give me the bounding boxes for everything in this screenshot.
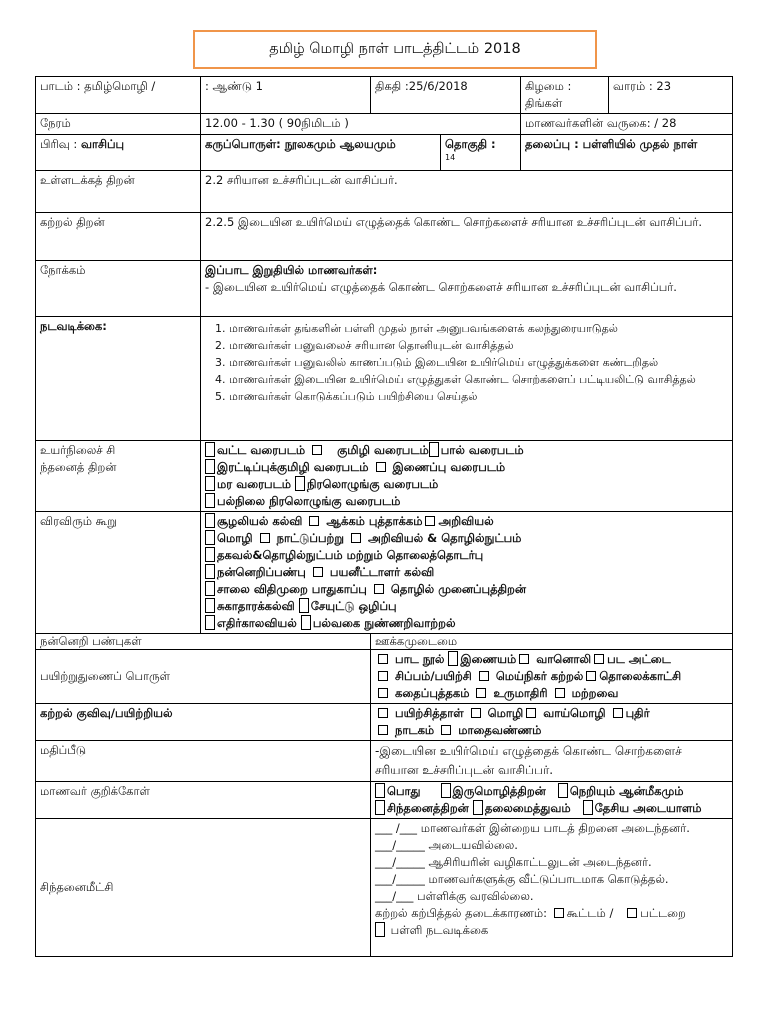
- aid-item: தொலைக்காட்சி: [599, 669, 682, 683]
- cross-item: பயனீட்டாளர் கல்வி: [329, 565, 435, 579]
- focus-item: மாதைவண்ணம்: [458, 723, 542, 737]
- lesson-plan-table: [35, 76, 732, 957]
- topic-cell: தலைப்பு : பள்ளியில் முதல் நாள்: [521, 135, 733, 171]
- week-cell: வாரம் : 23: [609, 77, 733, 114]
- activity-step: 5. மாணவர்கள் கொடுக்கப்படும் பயிற்சியை செய்தல்: [229, 388, 728, 405]
- activities-label: நடவடிக்கை:: [36, 317, 201, 441]
- checkbox[interactable]: [429, 442, 439, 457]
- checkbox[interactable]: [479, 671, 489, 681]
- checkbox[interactable]: [378, 725, 388, 735]
- checkbox[interactable]: [476, 688, 486, 698]
- aid-item: வானொலி: [536, 652, 592, 666]
- assessment-label: மதிப்பீடு: [36, 741, 371, 782]
- checkbox[interactable]: [378, 654, 388, 664]
- cross-item: ஆக்கம் புத்தாக்கம்: [326, 514, 423, 528]
- values-value: ஊக்கமுடைமை: [371, 634, 733, 650]
- checkbox[interactable]: [205, 615, 215, 630]
- activities-cell: [201, 317, 733, 441]
- unit-number: 14: [445, 153, 456, 162]
- checkbox[interactable]: [613, 708, 623, 718]
- hots-item: பால் வரைபடம்: [440, 443, 524, 457]
- hots-item: மர வரைபடம்: [217, 477, 292, 491]
- cross-item: தகவல்&தொழில்நுட்பம் மற்றும் தொலைத்தொடர்பு: [217, 548, 484, 562]
- objective-value: - இடையின உயிர்மெய் எழுத்தைக் கொண்ட சொற்களைச் சரியான உச்சரிப்புடன் வாசிப்பர்.: [205, 280, 677, 294]
- checkbox[interactable]: [301, 615, 311, 630]
- learning-focus-cell: [371, 704, 733, 741]
- reason-item: பட்டறை: [640, 906, 686, 920]
- checkbox[interactable]: [378, 708, 388, 718]
- hots-item: இணைப்பு வரைபடம்: [392, 460, 506, 474]
- student-focus-label: மாணவர் குறிக்கோள்: [36, 782, 371, 819]
- hots-item: வட்ட வரைபடம்: [217, 443, 306, 457]
- teaching-aids-cell: [371, 650, 733, 704]
- date-cell: திகதி :25/6/2018: [371, 77, 521, 114]
- checkbox[interactable]: [205, 442, 215, 457]
- focus-item: பயிற்சித்தாள்: [395, 706, 464, 720]
- focus-item: வாய்மொழி: [543, 706, 606, 720]
- attendance-cell: மாணவர்களின் வருகை: / 28: [521, 114, 733, 135]
- checkbox[interactable]: [378, 688, 388, 698]
- time-value: 12.00 - 1.30 ( 90நிமிடம் ): [201, 114, 521, 135]
- focus-item: புதிர்: [625, 706, 650, 720]
- focus-item: மொழி: [487, 706, 524, 720]
- checkbox[interactable]: [205, 564, 215, 579]
- aid-item: இணையம்: [460, 652, 517, 666]
- reflection-cell: [371, 819, 733, 957]
- objective-cell: [201, 261, 733, 317]
- activities-list: [205, 320, 728, 405]
- checkbox[interactable]: [441, 725, 451, 735]
- theme-cell: கருப்பொருள்: நூலகமும் ஆலயமும்: [201, 135, 441, 171]
- checkbox[interactable]: [441, 783, 451, 798]
- checkbox[interactable]: [205, 581, 215, 596]
- page-title: தமிழ் மொழி நாள் பாடத்திட்டம் 2018: [193, 30, 597, 69]
- objective-heading: இப்பாட இறுதியில் மாணவர்கள்:: [205, 263, 378, 277]
- cross-item: நாட்டுப்பற்று: [276, 531, 344, 545]
- learning-standard-value: 2.2.5 இடையின உயிர்மெய் எழுத்தைக் கொண்ட சொற்களைச் சரியான உச்சரிப்புடன் வாசிப்பர்.: [201, 213, 733, 261]
- cross-curricular-cell: [201, 512, 733, 634]
- checkbox[interactable]: [309, 516, 319, 526]
- checkbox[interactable]: [299, 598, 309, 613]
- student-focus-item: சிந்தனைத்திறன்: [387, 801, 469, 815]
- checkbox[interactable]: [205, 547, 215, 562]
- reflection-line: ___ /___ மாணவர்கள் இன்றைய பாடத் திறனை அடைந்தனர்.: [375, 821, 690, 835]
- checkbox[interactable]: [555, 688, 565, 698]
- unit-label: தொகுதி :: [445, 137, 496, 151]
- cross-item: அறிவியல்: [438, 514, 494, 528]
- checkbox[interactable]: [583, 800, 593, 815]
- reason-item: கூட்டம் /: [566, 906, 614, 920]
- aid-item: மற்றவை: [571, 686, 619, 700]
- time-label: நேரம்: [36, 114, 201, 135]
- activity-step: 4. மாணவர்கள் இடையின உயிர்மெய் எழுத்துகள் கொண்ட சொற்களைப் பட்டியலிட்டு வாசித்தல்: [229, 371, 728, 388]
- activity-step: 1. மாணவர்கள் தங்களின் பள்ளி முதல் நாள் அனுபவங்களைக் கலந்துரையாடுதல்: [229, 320, 728, 337]
- unit-cell: [441, 135, 521, 171]
- hots-label-line2: ந்தனைத் திறன்: [40, 460, 117, 474]
- reason-label: கற்றல் கற்பித்தல் தடைக்காரணம்:: [375, 906, 548, 920]
- checkbox[interactable]: [526, 708, 536, 718]
- checkbox[interactable]: [376, 462, 386, 472]
- assessment-value: -இடையின உயிர்மெய் எழுத்தைக் கொண்ட சொற்களைச் சரியான உச்சரிப்புடன் வாசிப்பர்.: [371, 741, 733, 782]
- values-label: நன்னெறி பண்புகள்: [36, 634, 371, 650]
- cross-item: பல்வகை நுண்ணறிவாற்றல்: [312, 616, 456, 630]
- checkbox[interactable]: [205, 513, 215, 528]
- section-cell: [36, 135, 201, 171]
- activity-step: 3. மாணவர்கள் பனுவலில் காணப்படும் இடையின உயிர்மெய் எழுத்துக்களை கண்டறிதல்: [229, 354, 728, 371]
- teaching-aids-label: பயிற்றுதுணைப் பொருள்: [36, 650, 371, 704]
- hots-label-line1: உயர்நிலைச் சி: [40, 443, 116, 457]
- checkbox[interactable]: [205, 493, 215, 508]
- cross-item: எதிர்காலவியல்: [217, 616, 297, 630]
- student-focus-item: தேசிய அடையாளம்: [594, 801, 702, 815]
- checkbox[interactable]: [205, 598, 215, 613]
- hots-cell: [201, 441, 733, 512]
- reason-item: பள்ளி நடவடிக்கை: [390, 923, 489, 937]
- reflection-line: ___/___ பள்ளிக்கு வரவில்லை.: [375, 889, 534, 903]
- focus-item: நாடகம்: [395, 723, 435, 737]
- cross-item: சாலை விதிமுறை பாதுகாப்பு: [217, 582, 367, 596]
- hots-item: குமிழி வரைபடம்: [337, 443, 429, 457]
- student-focus-item: இருமொழித்திறன்: [452, 784, 546, 798]
- checkbox[interactable]: [375, 922, 385, 937]
- content-standard-value: 2.2 சரியான உச்சரிப்புடன் வாசிப்பர்.: [201, 171, 733, 213]
- cross-item: சுகாதாரக்கல்வி: [217, 599, 295, 613]
- aid-item: பாட நூல்: [395, 652, 445, 666]
- checkbox[interactable]: [205, 459, 215, 474]
- reflection-line: ___/_____ அடையவில்லை.: [375, 838, 518, 852]
- cross-item: சூழலியல் கல்வி: [217, 514, 303, 528]
- day-cell: கிழமை : திங்கள்: [521, 77, 609, 114]
- subject-cell: பாடம் : தமிழ்மொழி /: [36, 77, 201, 114]
- checkbox[interactable]: [313, 567, 323, 577]
- aid-item: சிப்பம்/பயிற்சி: [395, 669, 472, 683]
- checkbox[interactable]: [378, 671, 388, 681]
- aid-item: பட அட்டை: [607, 652, 671, 666]
- checkbox[interactable]: [558, 783, 568, 798]
- checkbox[interactable]: [312, 445, 322, 455]
- reflection-line: ___/_____ மாணவர்களுக்கு வீட்டுப்பாடமாக கொடுத்தல்.: [375, 872, 669, 886]
- reflection-line: ___/_____ ஆசிரியரின் வழிகாட்டலுடன் அடைந்தனர்.: [375, 855, 652, 869]
- cross-item: சேயுட்டு ஒழிப்பு: [310, 599, 397, 613]
- cross-curricular-label: விரவிரும் கூறு: [36, 512, 201, 634]
- checkbox[interactable]: [205, 530, 215, 545]
- hots-label: [36, 441, 201, 512]
- checkbox[interactable]: [448, 651, 458, 666]
- checkbox[interactable]: [554, 908, 564, 918]
- checkbox[interactable]: [471, 708, 481, 718]
- checkbox[interactable]: [627, 908, 637, 918]
- checkbox[interactable]: [260, 533, 270, 543]
- checkbox[interactable]: [586, 671, 596, 681]
- checkbox[interactable]: [473, 800, 483, 815]
- checkbox[interactable]: [374, 584, 384, 594]
- objective-label: நோக்கம்: [36, 261, 201, 317]
- student-focus-item: நெறியும் ஆன்மீகமும்: [569, 784, 684, 798]
- hots-item: இரட்டிப்புக்குமிழி வரைபடம்: [217, 460, 369, 474]
- checkbox[interactable]: [351, 533, 361, 543]
- checkbox[interactable]: [375, 800, 385, 815]
- learning-focus-label: கற்றல் குவிவு/பயிற்றியல்: [36, 704, 371, 741]
- aid-item: உருமாதிரி: [493, 686, 548, 700]
- checkbox[interactable]: [205, 476, 215, 491]
- reflection-label: சிந்தனைமீட்சி: [36, 819, 371, 957]
- section-label: பிரிவு :: [40, 137, 78, 151]
- student-focus-cell: [371, 782, 733, 819]
- cross-item: தொழில் முனைப்புத்திறன்: [390, 582, 527, 596]
- student-focus-item: பொது: [387, 784, 421, 798]
- checkbox[interactable]: [425, 516, 435, 526]
- checkbox[interactable]: [594, 654, 604, 664]
- cross-item: நன்னெறிப்பண்பு: [217, 565, 306, 579]
- activity-step: 2. மாணவர்கள் பனுவலைச் சரியான தொனியுடன் வாசித்தல்: [229, 337, 728, 354]
- checkbox[interactable]: [375, 783, 385, 798]
- aid-item: கதைப்புத்தகம்: [395, 686, 470, 700]
- student-focus-item: தலைமைத்துவம்: [484, 801, 571, 815]
- checkbox[interactable]: [519, 654, 529, 664]
- learning-standard-label: கற்றல் திறன்: [36, 213, 201, 261]
- hots-item: பல்நிலை நிரலொழுங்கு வரைபடம்: [217, 494, 401, 508]
- section-value: வாசிப்பு: [80, 137, 125, 151]
- year-cell: : ஆண்டு 1: [201, 77, 371, 114]
- aid-item: மெய்நிகர் கற்றல்: [495, 669, 584, 683]
- content-standard-label: உள்ளடக்கத் திறன்: [36, 171, 201, 213]
- hots-item: நிரலொழுங்கு வரைபடம்: [307, 477, 439, 491]
- checkbox[interactable]: [295, 476, 305, 491]
- cross-item: அறிவியல் & தொழில்நுட்பம்: [368, 531, 522, 545]
- cross-item: மொழி: [217, 531, 253, 545]
